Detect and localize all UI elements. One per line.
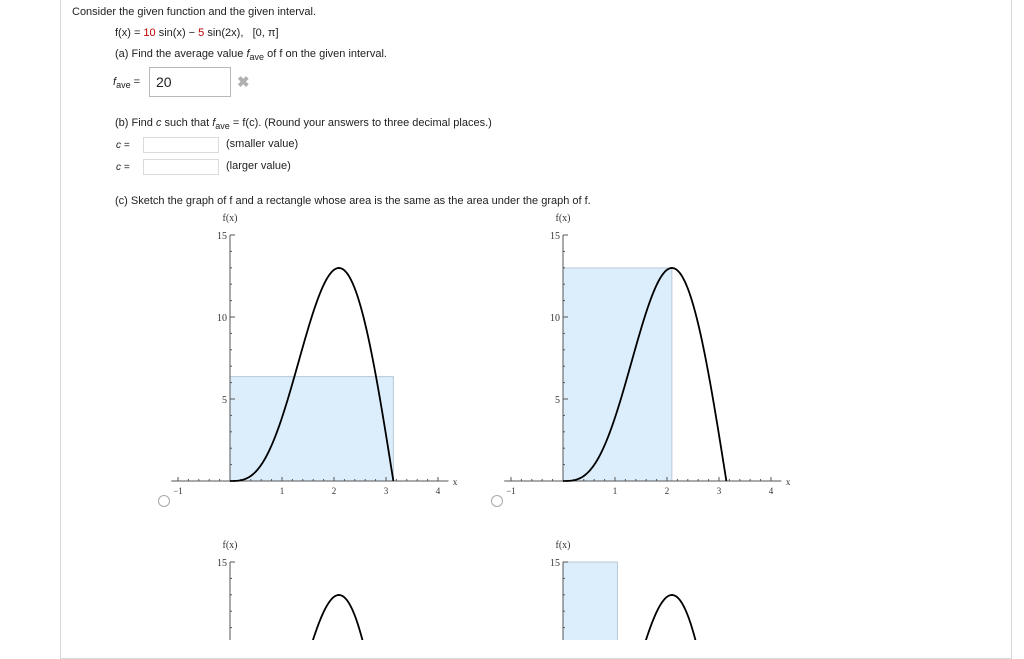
graph-2-y-axis-label: f(x) [555,213,571,224]
c-larger-label: c = [116,162,130,173]
function-part-1: sin(x) − [155,27,199,39]
function-coef-2: 5 [198,27,205,39]
graph-2-y-tick-label: 15 [550,231,560,242]
graph-2-x-axis-label: x [785,477,791,487]
function-lhs: f(x) = [115,27,144,39]
graph-1-y-tick-label: 10 [217,313,227,324]
c-smaller-input[interactable] [143,137,219,153]
graph-3-y-axis-label: f(x) [222,540,238,551]
graph-1-y-tick-label: 5 [222,395,227,406]
function-coef-1: 10 [143,27,156,39]
question-panel [60,0,1012,659]
f-ave-label-sub: ave [116,80,131,90]
graph-2-x-tick-label: 1 [612,486,618,496]
graph-1-x-tick-label: 1 [279,486,285,496]
part-b-prompt [115,117,492,129]
graph-1-x-tick-label: −1 [173,486,183,496]
function-part-2: sin(2x), [204,27,244,39]
f-ave-label [113,76,140,88]
part-a-f: f [246,48,250,60]
part-a-suffix: of f on the given interval. [264,48,387,60]
part-a-prompt [115,48,387,60]
graph-1-y-tick-label: 15 [217,231,227,242]
part-a-prefix: (a) Find the average value [115,48,247,60]
part-b-sub: ave [215,121,230,131]
c-smaller-label: c = [116,140,130,151]
graph-1-x-axis-label: x [452,477,458,487]
part-b-suffix: = f(c). (Round your answers to three decimal places.) [229,117,492,129]
graph-2-x-tick-label: 4 [768,486,774,496]
graph-4-y-axis-label: f(x) [555,540,571,551]
c-larger-hint: (larger value) [226,160,291,172]
graph-option-b-radio[interactable] [491,495,503,507]
part-b-mid: such that [161,117,213,129]
c-smaller-hint: (smaller value) [226,138,299,150]
graph-1-x-tick-label: 4 [435,486,441,496]
graph-1-x-tick-label: 3 [383,486,389,496]
f-ave-label-f: f [113,76,117,88]
graph-2-x-tick-label: 3 [716,486,722,496]
part-b-prefix: (b) Find [115,117,156,129]
f-ave-label-eq: = [130,76,141,88]
graph-3-y-tick-label: 15 [217,558,227,569]
part-a-sub: ave [249,52,265,62]
graph-1-y-axis-label: f(x) [222,213,238,224]
function-interval: [0, π] [252,27,279,39]
x-mark-incorrect-icon: ✖ [237,74,250,91]
function-definition [115,27,279,39]
part-b-f: f [212,117,216,129]
part-c-prompt: (c) Sketch the graph of f and a rectangle whose area is the same as the area under the graph of f. [115,195,591,207]
part-b-c: c [155,117,162,129]
c-larger-input[interactable] [143,159,219,175]
graph-option-a-radio[interactable] [158,495,170,507]
graph-1-x-tick-label: 2 [331,486,337,496]
f-ave-answer-field[interactable]: 20 [149,67,231,97]
graph-2-x-tick-label: −1 [506,486,516,496]
graph-2-y-tick-label: 10 [550,313,560,324]
graph-4-y-tick-label: 15 [550,558,560,569]
graph-2-y-tick-label: 5 [555,395,560,406]
question-intro: Consider the given function and the given interval. [72,6,316,18]
graph-2-x-tick-label: 2 [664,486,670,496]
